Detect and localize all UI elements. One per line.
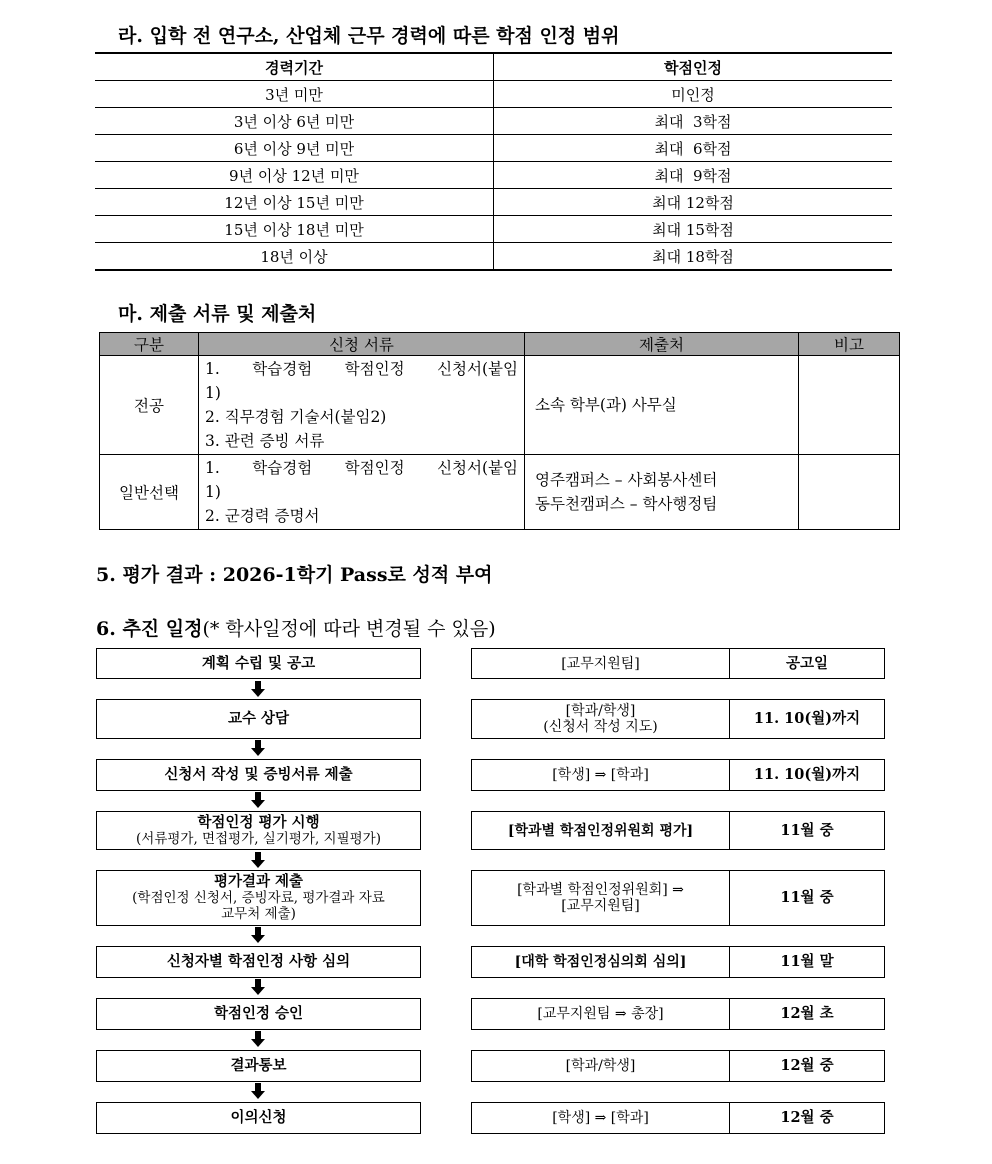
table-header-row: [100, 333, 900, 356]
column-header-career: 경력기간: [265, 58, 323, 77]
step-deadline-label: 11. 10(월)까지: [753, 710, 861, 727]
table-row: [95, 108, 892, 135]
document-line: 2. 직무경험 기술서(붙임2): [205, 408, 387, 426]
step-responsible: [471, 1102, 730, 1134]
submit-to-line: 영주캠퍼스 – 사회봉사센터: [535, 471, 718, 489]
step-box: [96, 811, 421, 850]
step-deadline-label: 12월 중: [780, 1109, 834, 1126]
table-row: [95, 243, 892, 271]
table-row: [95, 81, 892, 108]
step-deadline: [729, 1102, 885, 1134]
table-header-row: [95, 53, 892, 81]
step-deadline-label: 11월 말: [780, 953, 834, 970]
credit-recognition: 최대 6학점: [494, 135, 893, 162]
step-box: [96, 699, 421, 739]
step-subtitle: 교무처 제출): [221, 906, 296, 922]
document-line: 2. 군경력 증명서: [205, 507, 320, 525]
document-line: 1. 학습경험 학점인정 신청서(붙임: [205, 360, 518, 378]
step-box: [96, 1050, 421, 1082]
step-responsible-label: [학생] ⇒ [학과]: [552, 1110, 649, 1126]
step-responsible-label: [학과별 학점인정위원회] ⇒: [517, 882, 684, 898]
down-arrow-icon: [251, 852, 265, 868]
step-deadline-label: 11월 중: [780, 821, 834, 839]
submit-to-cell: [525, 356, 799, 455]
step-deadline: [729, 1050, 885, 1082]
submit-to-cell: [525, 455, 799, 530]
document-line: 3. 관련 증빙 서류: [205, 432, 325, 450]
step-title: 교수 상담: [227, 710, 290, 727]
down-arrow-icon: [251, 792, 265, 808]
step-responsible: [471, 1050, 730, 1082]
step-box: [96, 870, 421, 926]
category-cell: 일반선택: [100, 455, 199, 530]
step-responsible: [471, 648, 730, 679]
table-row: [100, 455, 900, 530]
step-title: 학점인정 승인: [213, 1005, 304, 1022]
down-arrow-icon: [251, 927, 265, 943]
section6-heading: [96, 614, 496, 641]
step-responsible-label: [교무지원팀]: [561, 898, 640, 914]
step-title: 이의신청: [230, 1109, 287, 1126]
credit-recognition: 최대 9학점: [494, 162, 893, 189]
step-subtitle: (학점인정 신청서, 증빙자료, 평가결과 자료: [132, 890, 385, 906]
section6-heading-note: (* 학사일정에 따라 변경될 수 있음): [202, 618, 496, 640]
section-ra-heading: 라. 입학 전 연구소, 산업체 근무 경력에 따른 학점 인정 범위: [118, 25, 620, 47]
step-responsible: [471, 870, 730, 926]
step-responsible: [471, 946, 730, 978]
step-deadline: [729, 699, 885, 739]
step-deadline: [729, 811, 885, 850]
category-cell: 전공: [100, 356, 199, 455]
step-deadline-label: 11월 중: [780, 889, 834, 906]
step-title: 신청자별 학점인정 사항 심의: [166, 953, 351, 970]
step-box: [96, 998, 421, 1030]
step-title: 결과통보: [230, 1057, 287, 1074]
table-row: [95, 135, 892, 162]
step-responsible: [471, 699, 730, 739]
career-period: 6년 이상 9년 미만: [233, 139, 355, 158]
column-header-credit: 학점인정: [494, 53, 893, 81]
step-deadline: [729, 998, 885, 1030]
table-row: [95, 162, 892, 189]
career-period: 9년 이상 12년 미만: [229, 166, 359, 185]
step-deadline-label: 11. 10(월)까지: [753, 766, 861, 783]
column-header-category: 구분: [100, 333, 199, 356]
step-box: [96, 648, 421, 679]
down-arrow-icon: [251, 1031, 265, 1047]
note-cell: [799, 455, 900, 530]
note-cell: [799, 356, 900, 455]
document-line: 1): [205, 483, 221, 501]
step-deadline-label: 12월 초: [780, 1005, 834, 1022]
down-arrow-icon: [251, 681, 265, 697]
credit-recognition: 최대 18학점: [494, 243, 893, 271]
step-responsible: [471, 998, 730, 1030]
step-responsible: [471, 811, 730, 850]
documents-cell: [199, 356, 525, 455]
document-line: 1): [205, 384, 221, 402]
step-deadline: [729, 648, 885, 679]
down-arrow-icon: [251, 740, 265, 756]
step-deadline: [729, 946, 885, 978]
column-header-note: 비고: [799, 333, 900, 356]
step-responsible-label: [교무지원팀 ⇒ 총장]: [537, 1006, 664, 1022]
career-period: 18년 이상: [260, 247, 328, 266]
step-title: 신청서 작성 및 증빙서류 제출: [164, 766, 353, 783]
down-arrow-icon: [251, 1083, 265, 1099]
step-responsible-label: [학생] ⇒ [학과]: [552, 767, 649, 783]
section-ma-heading: 마. 제출 서류 및 제출처: [118, 303, 317, 325]
credit-recognition: 최대 3학점: [494, 108, 893, 135]
career-period: 15년 이상 18년 미만: [224, 220, 364, 239]
table-row: [95, 216, 892, 243]
documents-cell: [199, 455, 525, 530]
step-deadline: [729, 870, 885, 926]
step-deadline: [729, 759, 885, 791]
submit-to-line: 동두천캠퍼스 – 학사행정팀: [535, 495, 718, 513]
career-period: 3년 이상 6년 미만: [233, 112, 355, 131]
step-box: [96, 1102, 421, 1134]
career-period: 3년 미만: [265, 85, 323, 104]
column-header-submit-to: 제출처: [525, 333, 799, 356]
step-responsible-label: [학과/학생]: [565, 1058, 636, 1074]
career-period: 12년 이상 15년 미만: [224, 193, 364, 212]
step-subtitle: (서류평가, 면접평가, 실기평가, 지필평가): [136, 830, 381, 847]
table-row: [95, 189, 892, 216]
submission-documents-table: [99, 332, 900, 530]
step-responsible-label: [대학 학점인정심의회 심의]: [514, 954, 687, 970]
step-box: [96, 759, 421, 791]
step-title: 학점인정 평가 시행: [197, 813, 320, 831]
column-header-documents: 신청 서류: [199, 333, 525, 356]
credit-range-table: [95, 52, 892, 271]
step-deadline-label: 12월 중: [780, 1057, 834, 1074]
credit-recognition: 미인정: [494, 81, 893, 108]
table-row: [100, 356, 900, 455]
step-responsible-label: [교무지원팀]: [561, 655, 640, 672]
step-responsible-label: [학과별 학점인정위원회 평가]: [507, 822, 694, 839]
step-responsible: [471, 759, 730, 791]
step-title: 평가결과 제출: [213, 873, 304, 890]
submit-to-line: 소속 학부(과) 사무실: [535, 396, 677, 414]
credit-recognition: 최대 12학점: [494, 189, 893, 216]
credit-recognition: 최대 15학점: [494, 216, 893, 243]
step-responsible-label: [학과/학생]: [565, 703, 636, 719]
step-deadline-label: 공고일: [785, 654, 829, 672]
section5-heading: 5. 평가 결과 : 2026-1학기 Pass로 성적 부여: [96, 564, 493, 586]
document-line: 1. 학습경험 학점인정 신청서(붙임: [205, 459, 518, 477]
down-arrow-icon: [251, 979, 265, 995]
section6-heading-title: 6. 추진 일정: [96, 618, 203, 640]
step-title: 계획 수립 및 공고: [201, 654, 316, 672]
step-responsible-note: (신청서 작성 지도): [543, 719, 658, 735]
step-box: [96, 946, 421, 978]
